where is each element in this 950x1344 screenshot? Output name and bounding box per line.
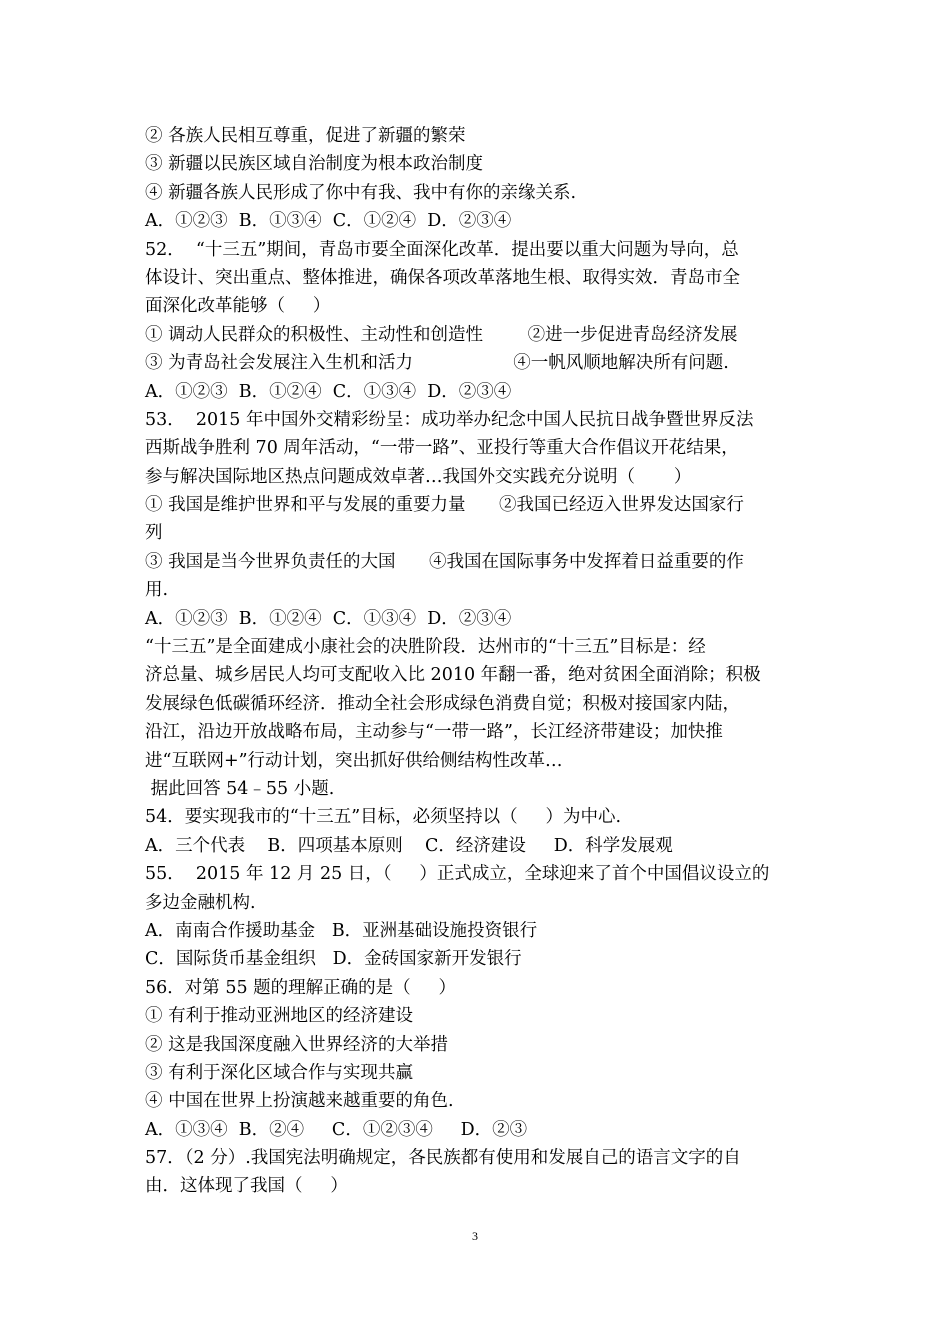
text-line: A．①③④ B．②④ C．①②③④ D．②③ (145, 1119, 528, 1140)
text-line: 55． 2015 年 12 月 25 日，（ ）正式成立，全球迎来了首个中国倡议设立的 (145, 864, 770, 885)
text-line: 西斯战争胜利 70 周年活动，“一带一路”、亚投行等重大合作倡议开花结果， (145, 438, 739, 459)
text-line: 多边金融机构. (145, 892, 256, 913)
text-line: ③ 我国是当今世界负责任的大国 ④我国在国际事务中发挥着日益重要的作 (145, 551, 744, 572)
text-line: 用. (145, 580, 169, 601)
text-line: 进“互联网+”行动计划，突出抓好供给侧结构性改革… (145, 750, 563, 771)
text-line: 体设计、突出重点、整体推进，确保各项改革落地生根、取得实效．青岛市全 (145, 267, 740, 288)
text-line: A．①②③ B．①②④ C．①③④ D．②③④ (145, 381, 512, 402)
text-line: ① 调动人民群众的积极性、主动性和创造性 ②进一步促进青岛经济发展 (145, 324, 738, 345)
text-line: 56．对第 55 题的理解正确的是（ ） (145, 977, 456, 998)
page-number: 3 (472, 1229, 478, 1243)
text-line: ③ 为青岛社会发展注入生机和活力 ④一帆风顺地解决所有问题. (145, 353, 729, 374)
text-line: C．国际货币基金组织 D．金砖国家新开发银行 (145, 949, 522, 970)
text-line: ① 有利于推动亚洲地区的经济建设 (145, 1006, 414, 1027)
text-line: 据此回答 54﹣55 小题. (145, 778, 335, 799)
text-line: 发展绿色低碳循环经济．推动全社会形成绿色消费自觉；积极对接国家内陆， (145, 693, 740, 714)
text-line: ③ 新疆以民族区域自治制度为根本政治制度 (145, 154, 484, 175)
text-line: ④ 新疆各族人民形成了你中有我、我中有你的亲缘关系. (145, 182, 577, 203)
text-line: 参与解决国际地区热点问题成效卓著…我国外交实践充分说明（ ） (145, 466, 692, 487)
text-line: 由．这体现了我国（ ） (145, 1176, 348, 1197)
text-line: 面深化改革能够（ ） (145, 296, 331, 317)
text-line: 57．（2 分）.我国宪法明确规定，各民族都有使用和发展自己的语言文字的自 (145, 1148, 741, 1169)
text-line: ④ 中国在世界上扮演越来越重要的角色. (145, 1091, 454, 1112)
text-line: ③ 有利于深化区域合作与实现共赢 (145, 1062, 414, 1083)
text-line: 济总量、城乡居民人均可支配收入比 2010 年翻一番，绝对贫困全面消除；积极 (145, 665, 761, 686)
text-line: A．①②③ B．①③④ C．①②④ D．②③④ (145, 211, 512, 232)
text-line: A．三个代表 B．四项基本原则 C．经济建设 D．科学发展观 (145, 835, 673, 856)
text-line: 54．要实现我市的“十三五”目标，必须坚持以（ ）为中心. (145, 807, 622, 828)
text-line: 52． “十三五”期间，青岛市要全面深化改革．提出要以重大问题为导向，总 (145, 239, 739, 260)
text-line: ② 各族人民相互尊重，促进了新疆的繁荣 (145, 126, 466, 146)
text-line: 53． 2015 年中国外交精彩纷呈：成功举办纪念中国人民抗日战争暨世界反法 (145, 409, 754, 430)
text-line: A．①②③ B．①②④ C．①③④ D．②③④ (145, 608, 512, 629)
text-line: 列 (145, 523, 163, 544)
page-content (145, 122, 810, 1201)
text-line: ② 这是我国深度融入世界经济的大举措 (145, 1034, 449, 1055)
text-line: 沿江，沿边开放战略布局，主动参与“一带一路”，长江经济带建设；加快推 (145, 722, 723, 743)
text-line: ① 我国是维护世界和平与发展的重要力量 ②我国已经迈入世界发达国家行 (145, 495, 744, 516)
text-line: A．南南合作援助基金 B．亚洲基础设施投资银行 (145, 920, 538, 941)
text-line: “十三五”是全面建成小康社会的决胜阶段．达州市的“十三五”目标是：经 (145, 637, 706, 658)
